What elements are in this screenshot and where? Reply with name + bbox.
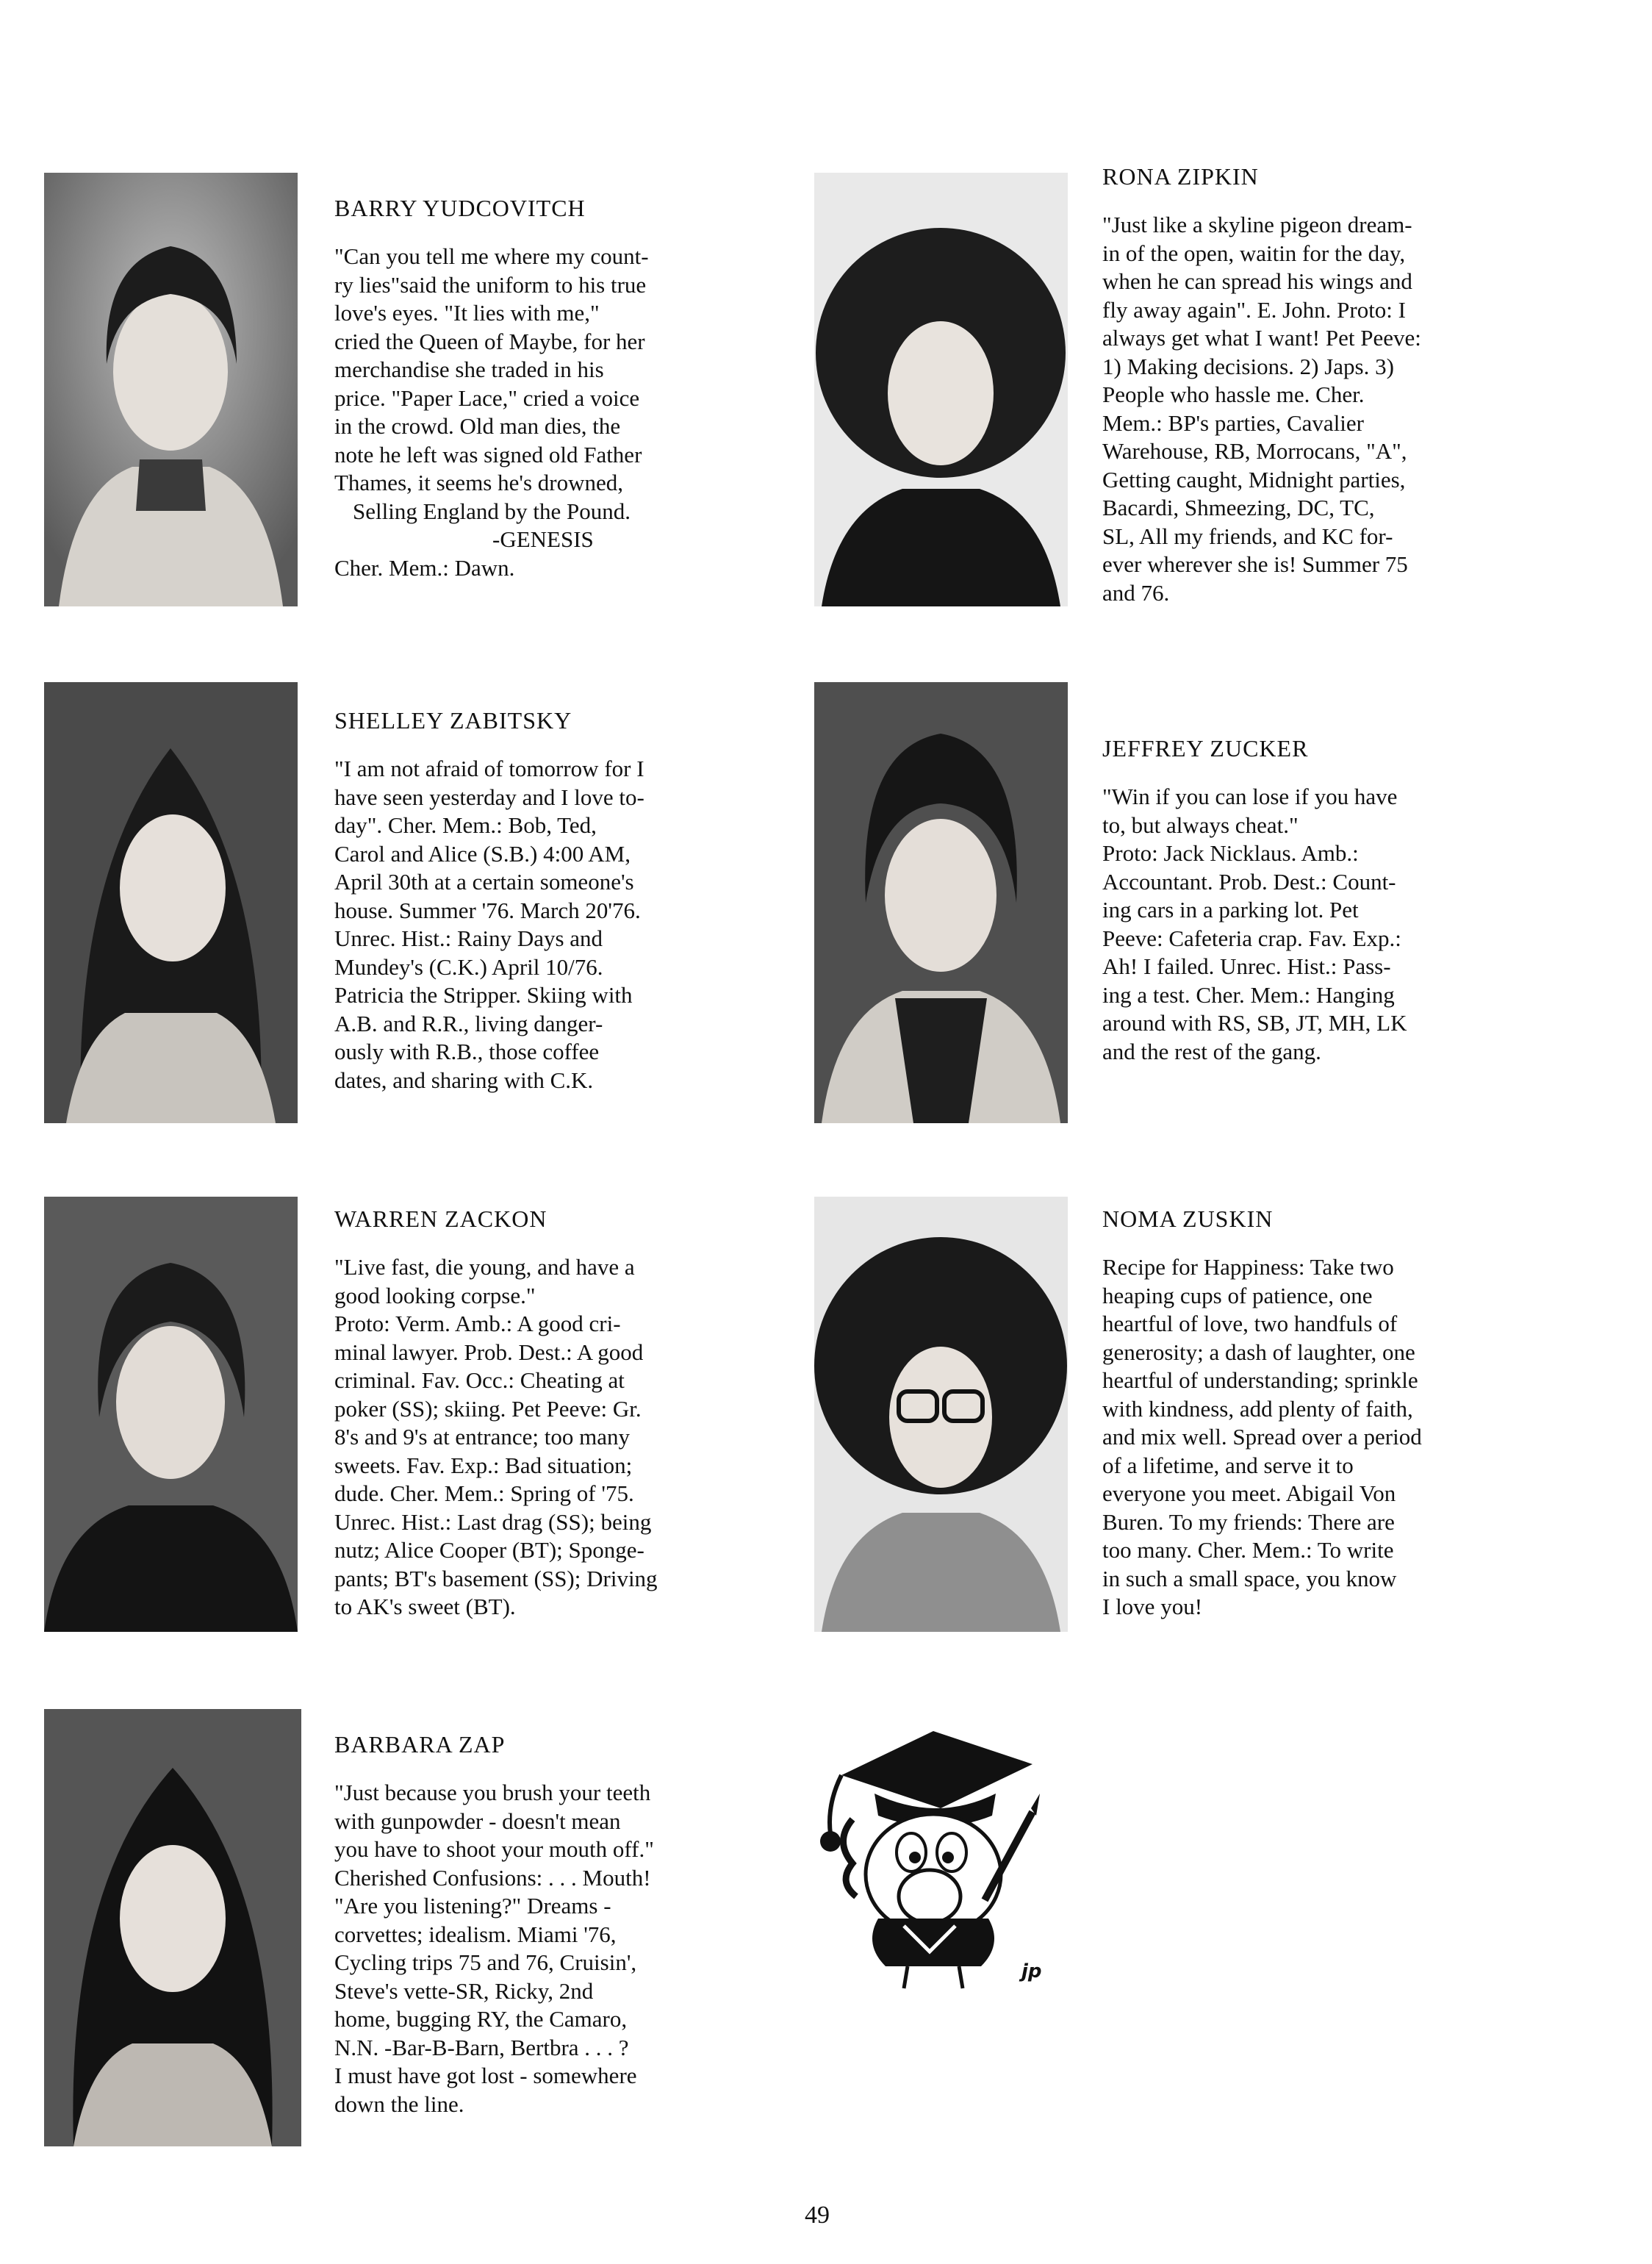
student-name: SHELLEY ZABITSKY [334, 707, 572, 734]
student-quote: "I am not afraid of tomorrow for I have seen yesterday and I love to- day". Cher. Mem.: Bob, Ted, Carol and Alice (S.B.) 4:00 AM, April 30th at a certain someone's house. Summer '76. March 20'76. Unrec. Hist.: Rainy Days and Mundey's (C.K.) April 10/76. Patricia the Stripper. Skiing with A.B. and R.R., living danger- ously with R.B., those coffee dates, and sharing with C.K. [334, 756, 644, 1093]
student-name: BARRY YUDCOVITCH [334, 195, 586, 221]
student-quote: Recipe for Happiness: Take two heaping cups of patience, one heartful of love, two handfuls of generosity; a dash of laughter, one heartful of understanding; sprinkle with kindness, add plenty of faith, and mix well. Spread over a period of a lifetime, and serve it to everyone you meet. Abigail Von Buren. To my friends: There are too many. Cher. Mem.: To write in such a small space, you know I love you! [1102, 1254, 1422, 1619]
entry-noma-zuskin [1102, 1206, 1551, 1622]
entry-barry-yudcovitch [334, 195, 783, 582]
student-quote: "Just because you brush your teeth with gunpowder - doesn't mean you have to shoot your mouth off." Cherished Confusions: . . . Mouth! "Are you listening?" Dreams - corvettes; idealism. Miami '76, Cycling trips 75 and 76, Cruisin', Steve's vette-SR, Ricky, 2nd home, bugging RY, the Camaro, N.N. -Bar-B-Barn, Bertbra . . . ? I must have got lost - somewhere down the line. [334, 1780, 654, 2117]
portrait-jeffrey-zucker [814, 682, 1068, 1123]
portrait-shelley-zabitsky [44, 682, 298, 1123]
portrait-barbara-zap [44, 1709, 301, 2146]
portrait-rona-zipkin [814, 173, 1068, 606]
entry-jeffrey-zucker [1102, 735, 1551, 1066]
graduate-cartoon-illustration [812, 1724, 1055, 1992]
entry-barbara-zap [334, 1731, 783, 2118]
page-number: 49 [805, 2202, 830, 2229]
student-name: RONA ZIPKIN [1102, 163, 1259, 190]
student-quote: "Just like a skyline pigeon dream- in of the open, waitin for the day, when he can spread his wings and fly away again". E. John. Proto: I always get what I want! Pet Peeve: 1) Making decisions. 2) Japs. 3) People who hassle me. Cher. Mem.: BP's parties, Cavalier Warehouse, RB, Morrocans, "A", Getting caught, Midnight parties, Bacardi, Shmeezing, DC, TC, SL, All my friends, and KC for- ever wherever she is! Summer 75 and 76. [1102, 212, 1421, 606]
portrait-noma-zuskin [814, 1197, 1068, 1632]
entry-warren-zackon [334, 1206, 783, 1622]
student-name: NOMA ZUSKIN [1102, 1206, 1274, 1232]
entry-shelley-zabitsky [334, 707, 783, 1095]
student-name: BARBARA ZAP [334, 1731, 506, 1758]
entry-rona-zipkin [1102, 163, 1551, 607]
student-quote: "Can you tell me where my count- ry lies"said the uniform to his true love's eyes. "It lies with me," cried the Queen of Maybe, for her merchandise she traded in his price. "Paper Lace," cried a voice in the crowd. Old man dies, the note he left was signed old Father Thames, it seems he's drowned, Selling England by the Pound. -GENESIS Cher. Mem.: Dawn. [334, 243, 649, 581]
student-name: WARREN ZACKON [334, 1206, 547, 1232]
student-name: JEFFREY ZUCKER [1102, 735, 1309, 762]
student-quote: "Win if you can lose if you have to, but always cheat." Proto: Jack Nicklaus. Amb.: Accountant. Prob. Dest.: Count- ing cars in a parking lot. Pet Peeve: Cafeteria crap. Fav. Exp.: Ah! I failed. Unrec. Hist.: Pass- ing a test. Cher. Mem.: Hanging around with RS, SB, JT, MH, LK and the rest of the gang. [1102, 784, 1407, 1064]
cartoon-signature: jp [1021, 1960, 1042, 1982]
student-quote: "Live fast, die young, and have a good looking corpse." Proto: Verm. Amb.: A good cri- minal lawyer. Prob. Dest.: A good criminal. Fav. Occ.: Cheating at poker (SS); skiing. Pet Peeve: Gr. 8's and 9's at entrance; too many sweets. Fav. Exp.: Bad situation; dude. Cher. Mem.: Spring of '75. Unrec. Hist.: Last drag (SS); being nutz; Alice Cooper (BT); Sponge- pants; BT's basement (SS); Driving to AK's sweet (BT). [334, 1254, 658, 1619]
portrait-warren-zackon [44, 1197, 298, 1632]
portrait-barry-yudcovitch [44, 173, 298, 606]
